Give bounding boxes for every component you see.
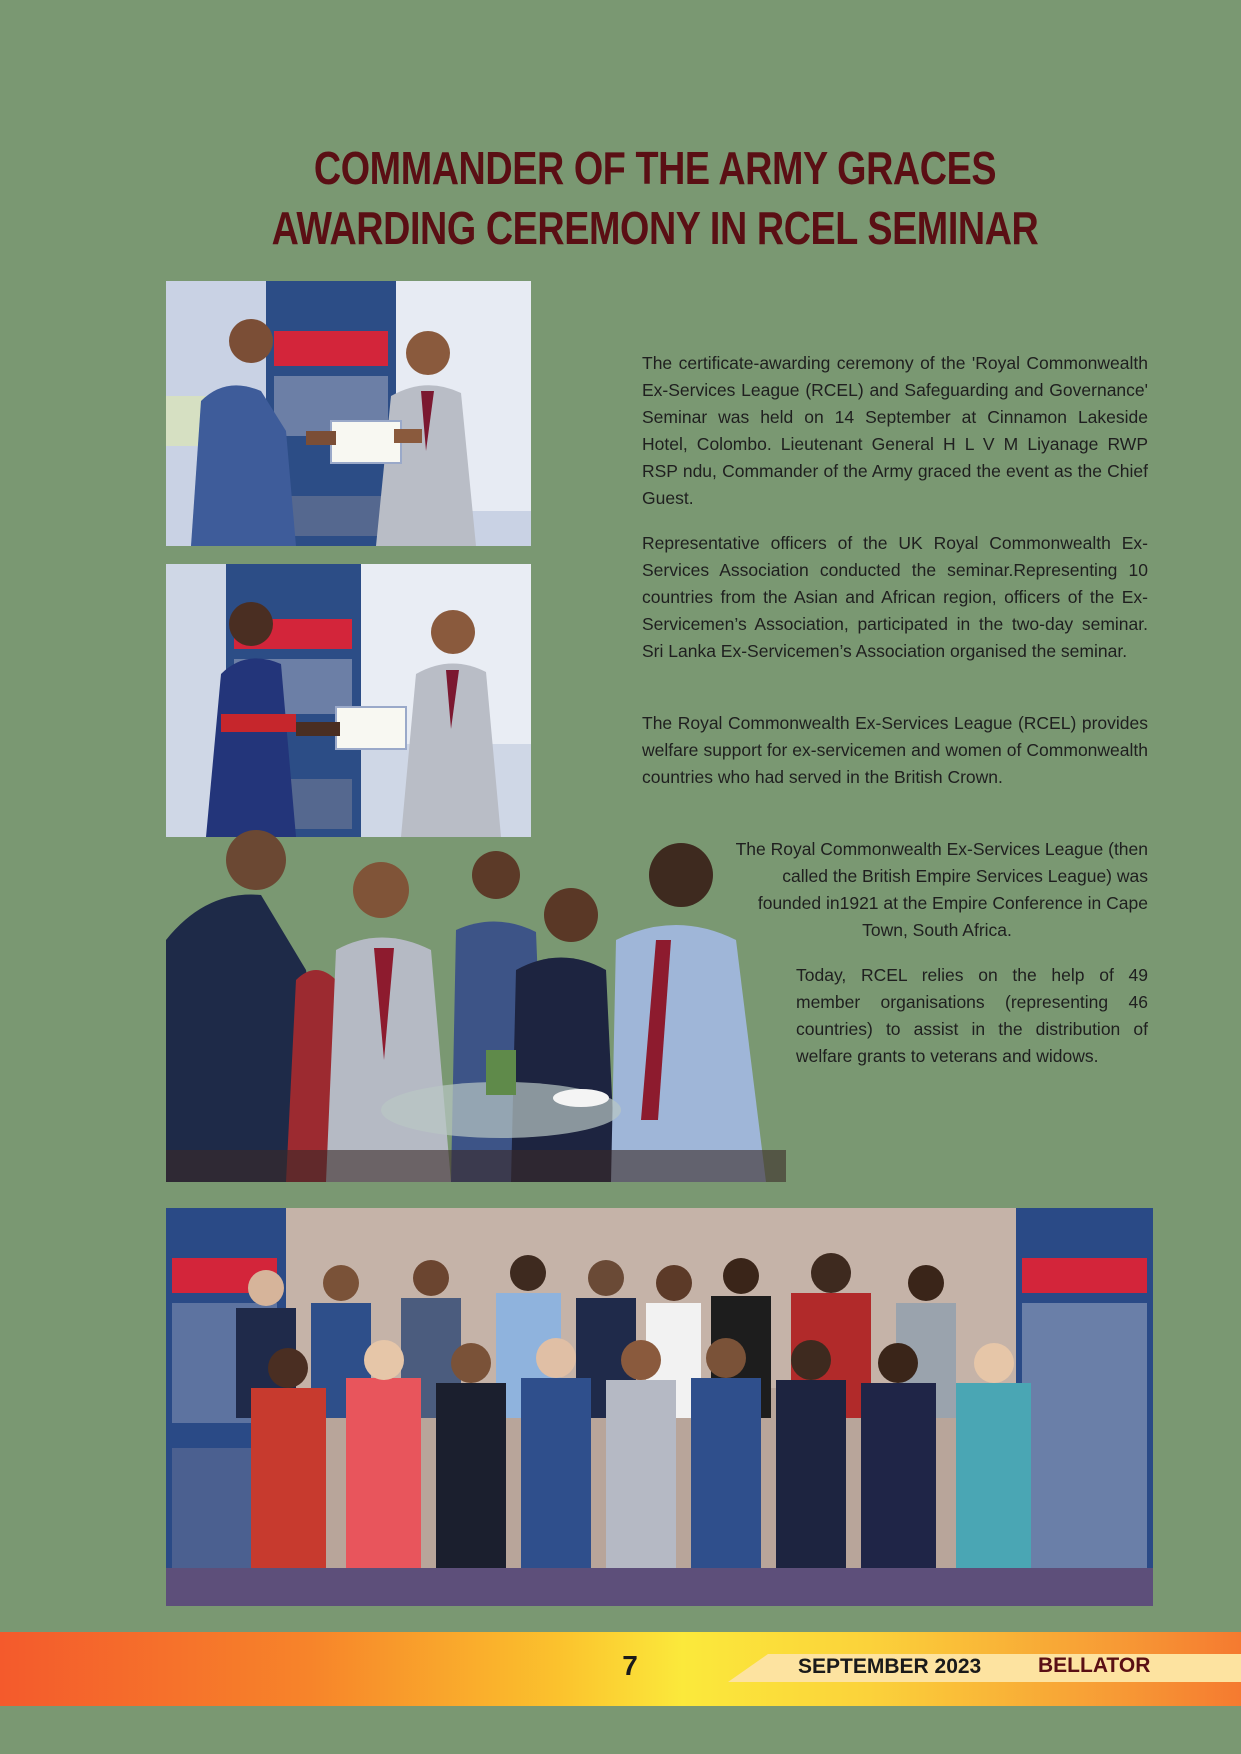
issue-date: SEPTEMBER 2023 [798, 1655, 982, 1678]
page-footer [0, 1632, 1241, 1706]
article-paragraph-2: Representative officers of the UK Royal Commonwealth Ex-Services Association conducted the seminar.Representing 10 countries from the Asian and African region, officers of the Ex-Servicemen’s Association, participated in the two-day seminar. Sri Lanka Ex-Servicemen’s Association organised the seminar. [642, 533, 1148, 661]
article-paragraph-3: The Royal Commonwealth Ex-Services League (RCEL) provides welfare support for ex-servicemen and women of Commonwealth countries who had served in the British Crown. [642, 713, 1148, 787]
photo-certificate-presentation-1 [166, 281, 531, 546]
article-paragraph-1: The certificate-awarding ceremony of the 'Royal Commonwealth Ex-Services League (RCEL) and Safeguarding and Governance' Seminar was held on 14 September at Cinnamon Lakeside Hotel, Colombo. Lieutenant General H L V M Liyanage RWP RSP ndu, Commander of the Army graced the event as the Chief Guest. [642, 353, 1148, 508]
article-paragraph-4: The Royal Commonwealth Ex-Services League (then called the British Empire Services League) was founded in1921 at the Empire Conference in Cape Town, South Africa. [735, 839, 1148, 940]
article-title: COMMANDER OF THE ARMY GRACES AWARDING CEREMONY IN RCEL SEMINAR [271, 142, 1039, 254]
article-paragraph-5: Today, RCEL relies on the help of 49 member organisations (representing 46 countries) to assist in the distribution of welfare grants to veterans and widows. [796, 965, 1148, 1066]
photo-group-conversation [166, 820, 786, 1182]
publication-name: BELLATOR [1038, 1654, 1151, 1677]
photo-certificate-presentation-2 [166, 564, 531, 837]
page-number: 7 [622, 1650, 638, 1681]
photo-group-portrait [166, 1208, 1153, 1606]
